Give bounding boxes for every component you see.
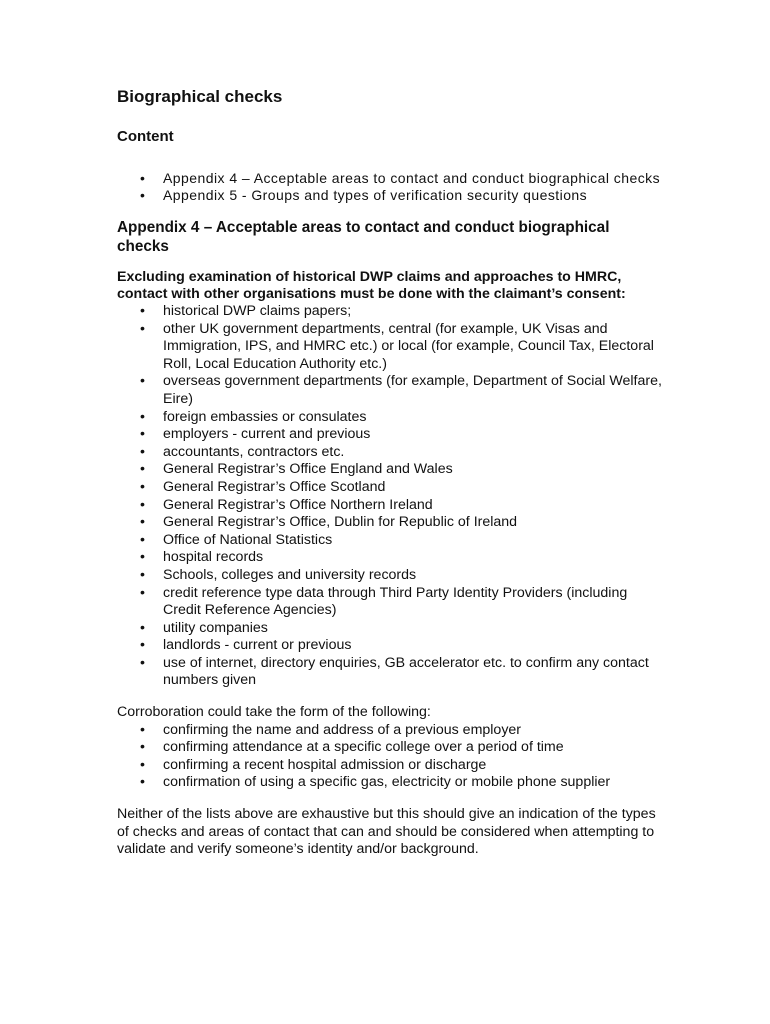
- page-title: Biographical checks: [117, 87, 283, 106]
- list-item: • confirming the name and address of a previous employer: [117, 722, 662, 740]
- list-item: • General Registrar’s Office Northern Ireland: [117, 497, 662, 515]
- intro-paragraph: Excluding examination of historical DWP claims and approaches to HMRC, contact with other organisations must be done with the claimant’s consent:: [117, 269, 626, 302]
- list-item: • Office of National Statistics: [117, 532, 662, 550]
- appendix-heading: Appendix 4 – Acceptable areas to contact and conduct biographical checks: [117, 219, 610, 255]
- content-heading: Content: [117, 128, 174, 145]
- corroboration-list: [117, 722, 662, 792]
- document-page: [117, 86, 662, 859]
- list-item: • hospital records: [117, 549, 662, 567]
- list-item: • utility companies: [117, 620, 662, 638]
- list-item: • confirmation of using a specific gas, electricity or mobile phone supplier: [117, 774, 662, 792]
- list-item: • General Registrar’s Office, Dublin for Republic of Ireland: [117, 514, 662, 532]
- closing-paragraph: Neither of the lists above are exhaustive but this should give an indication of the types of checks and areas of contact that can and should be considered when attempting to validate and verify someone’s identity and/or background.: [117, 806, 656, 858]
- list-item: • foreign embassies or consulates: [117, 409, 662, 427]
- list-item: • credit reference type data through Third Party Identity Providers (including Credit Reference Agencies): [117, 585, 662, 620]
- toc-item: • Appendix 4 – Acceptable areas to contact and conduct biographical checks: [117, 170, 662, 187]
- corroboration-intro: Corroboration could take the form of the following:: [117, 704, 431, 721]
- list-item: • General Registrar’s Office England and Wales: [117, 461, 662, 479]
- list-item: • historical DWP claims papers;: [117, 303, 662, 321]
- list-item: • overseas government departments (for example, Department of Social Welfare, Eire): [117, 373, 662, 408]
- contacts-list: [117, 303, 662, 690]
- list-item: • Schools, colleges and university records: [117, 567, 662, 585]
- list-item: • employers - current and previous: [117, 426, 662, 444]
- list-item: • use of internet, directory enquiries, GB accelerator etc. to confirm any contact numbers given: [117, 655, 662, 690]
- list-item: • other UK government departments, central (for example, UK Visas and Immigration, IPS, and HMRC etc.) or local (for example, Council Tax, Electoral Roll, Local Education Authority etc.): [117, 321, 662, 374]
- list-item: • accountants, contractors etc.: [117, 444, 662, 462]
- toc-item: • Appendix 5 - Groups and types of verification security questions: [117, 187, 662, 204]
- table-of-contents: [117, 170, 662, 204]
- list-item: • confirming a recent hospital admission or discharge: [117, 757, 662, 775]
- list-item: • General Registrar’s Office Scotland: [117, 479, 662, 497]
- list-item: • confirming attendance at a specific college over a period of time: [117, 739, 662, 757]
- list-item: • landlords - current or previous: [117, 637, 662, 655]
